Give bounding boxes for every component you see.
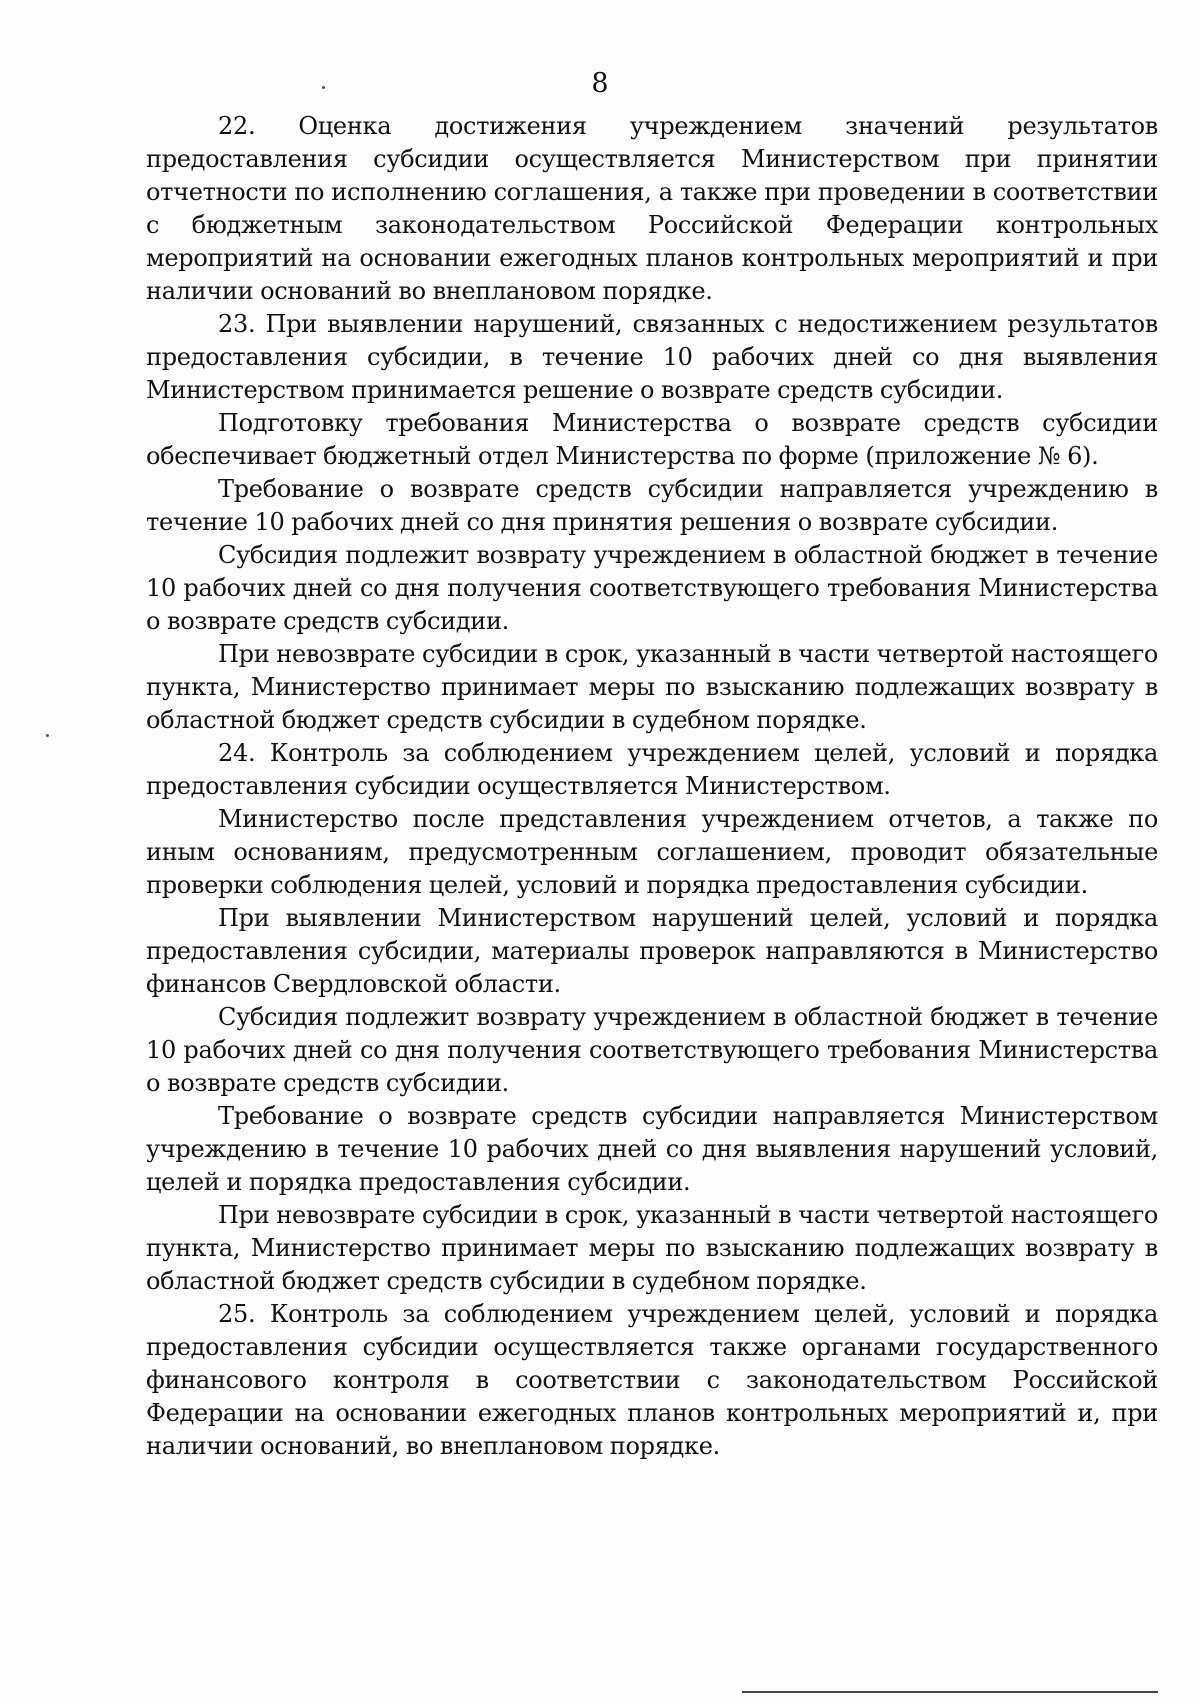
scan-speck [322,86,325,89]
footer-rule [742,1691,1158,1693]
paragraph-24: 24. Контроль за соблюдением учреждением целей, условий и порядка предоставления субсидии осуществляется Министерством. [146,739,1158,800]
paragraph-23-requirement-preparation: Подготовку требования Министерства о возврате средств субсидии обеспечивает бюджетный отдел Министерства по форме (приложение № 6). [146,409,1158,470]
paragraph-25: 25. Контроль за соблюдением учреждением целей, условий и порядка предоставления субсидии осуществляется также органами государственного финансового контроля в соответствии с законодательством Российской Федерации на основании ежегодных планов контрольных мероприятий и, при наличии оснований, во внеплановом порядке. [146,1300,1158,1460]
scan-speck [46,734,49,737]
paragraph-24-inspections: Министерство после представления учреждением отчетов, а также по иным основаниям, предусмотренным соглашением, проводит обязательные проверки соблюдения целей, условий и порядка предоставления субсидии. [146,805,1158,899]
paragraph-23: 23. При выявлении нарушений, связанных с недостижением результатов предоставления субсидии, в течение 10 рабочих дней со дня выявления Министерством принимается решение о возврате средств субсидии. [146,310,1158,404]
paragraph-24-violations: При выявлении Министерством нарушений целей, условий и порядка предоставления субсидии, материалы проверок направляются в Министерство финансов Свердловской области. [146,904,1158,998]
paragraph-22: 22. Оценка достижения учреждением значений результатов предоставления субсидии осуществляется Министерством при принятии отчетности по исполнению соглашения, а также при проведении в соответствии с бюджетным законодательством Российской Федерации контрольных мероприятий на основании ежегодных планов контрольных мероприятий и при наличии оснований во внеплановом порядке. [146,112,1158,305]
paragraph-23-court-recovery: При невозврате субсидии в срок, указанный в части четвертой настоящего пункта, Министерство принимает меры по взысканию подлежащих возврату в областной бюджет средств субсидии в судебном порядке. [146,640,1158,734]
document-body [146,110,1158,1463]
paragraph-24-requirement-sending: Требование о возврате средств субсидии направляется Министерством учреждению в течение 10 рабочих дней со дня выявления нарушений условий, целей и порядка предоставления субсидии. [146,1102,1158,1196]
paragraph-23-requirement-sending: Требование о возврате средств субсидии направляется учреждению в течение 10 рабочих дней со дня принятия решения о возврате субсидии. [146,475,1158,536]
paragraph-24-court-recovery: При невозврате субсидии в срок, указанный в части четвертой настоящего пункта, Министерство принимает меры по взысканию подлежащих возврату в областной бюджет средств субсидии в судебном порядке. [146,1201,1158,1295]
paragraph-24-refund-deadline: Субсидия подлежит возврату учреждением в областной бюджет в течение 10 рабочих дней со дня получения соответствующего требования Министерства о возврате средств субсидии. [146,1003,1158,1097]
paragraph-23-refund-deadline: Субсидия подлежит возврату учреждением в областной бюджет в течение 10 рабочих дней со дня получения соответствующего требования Министерства о возврате средств субсидии. [146,541,1158,635]
page-number: 8 [591,68,609,99]
